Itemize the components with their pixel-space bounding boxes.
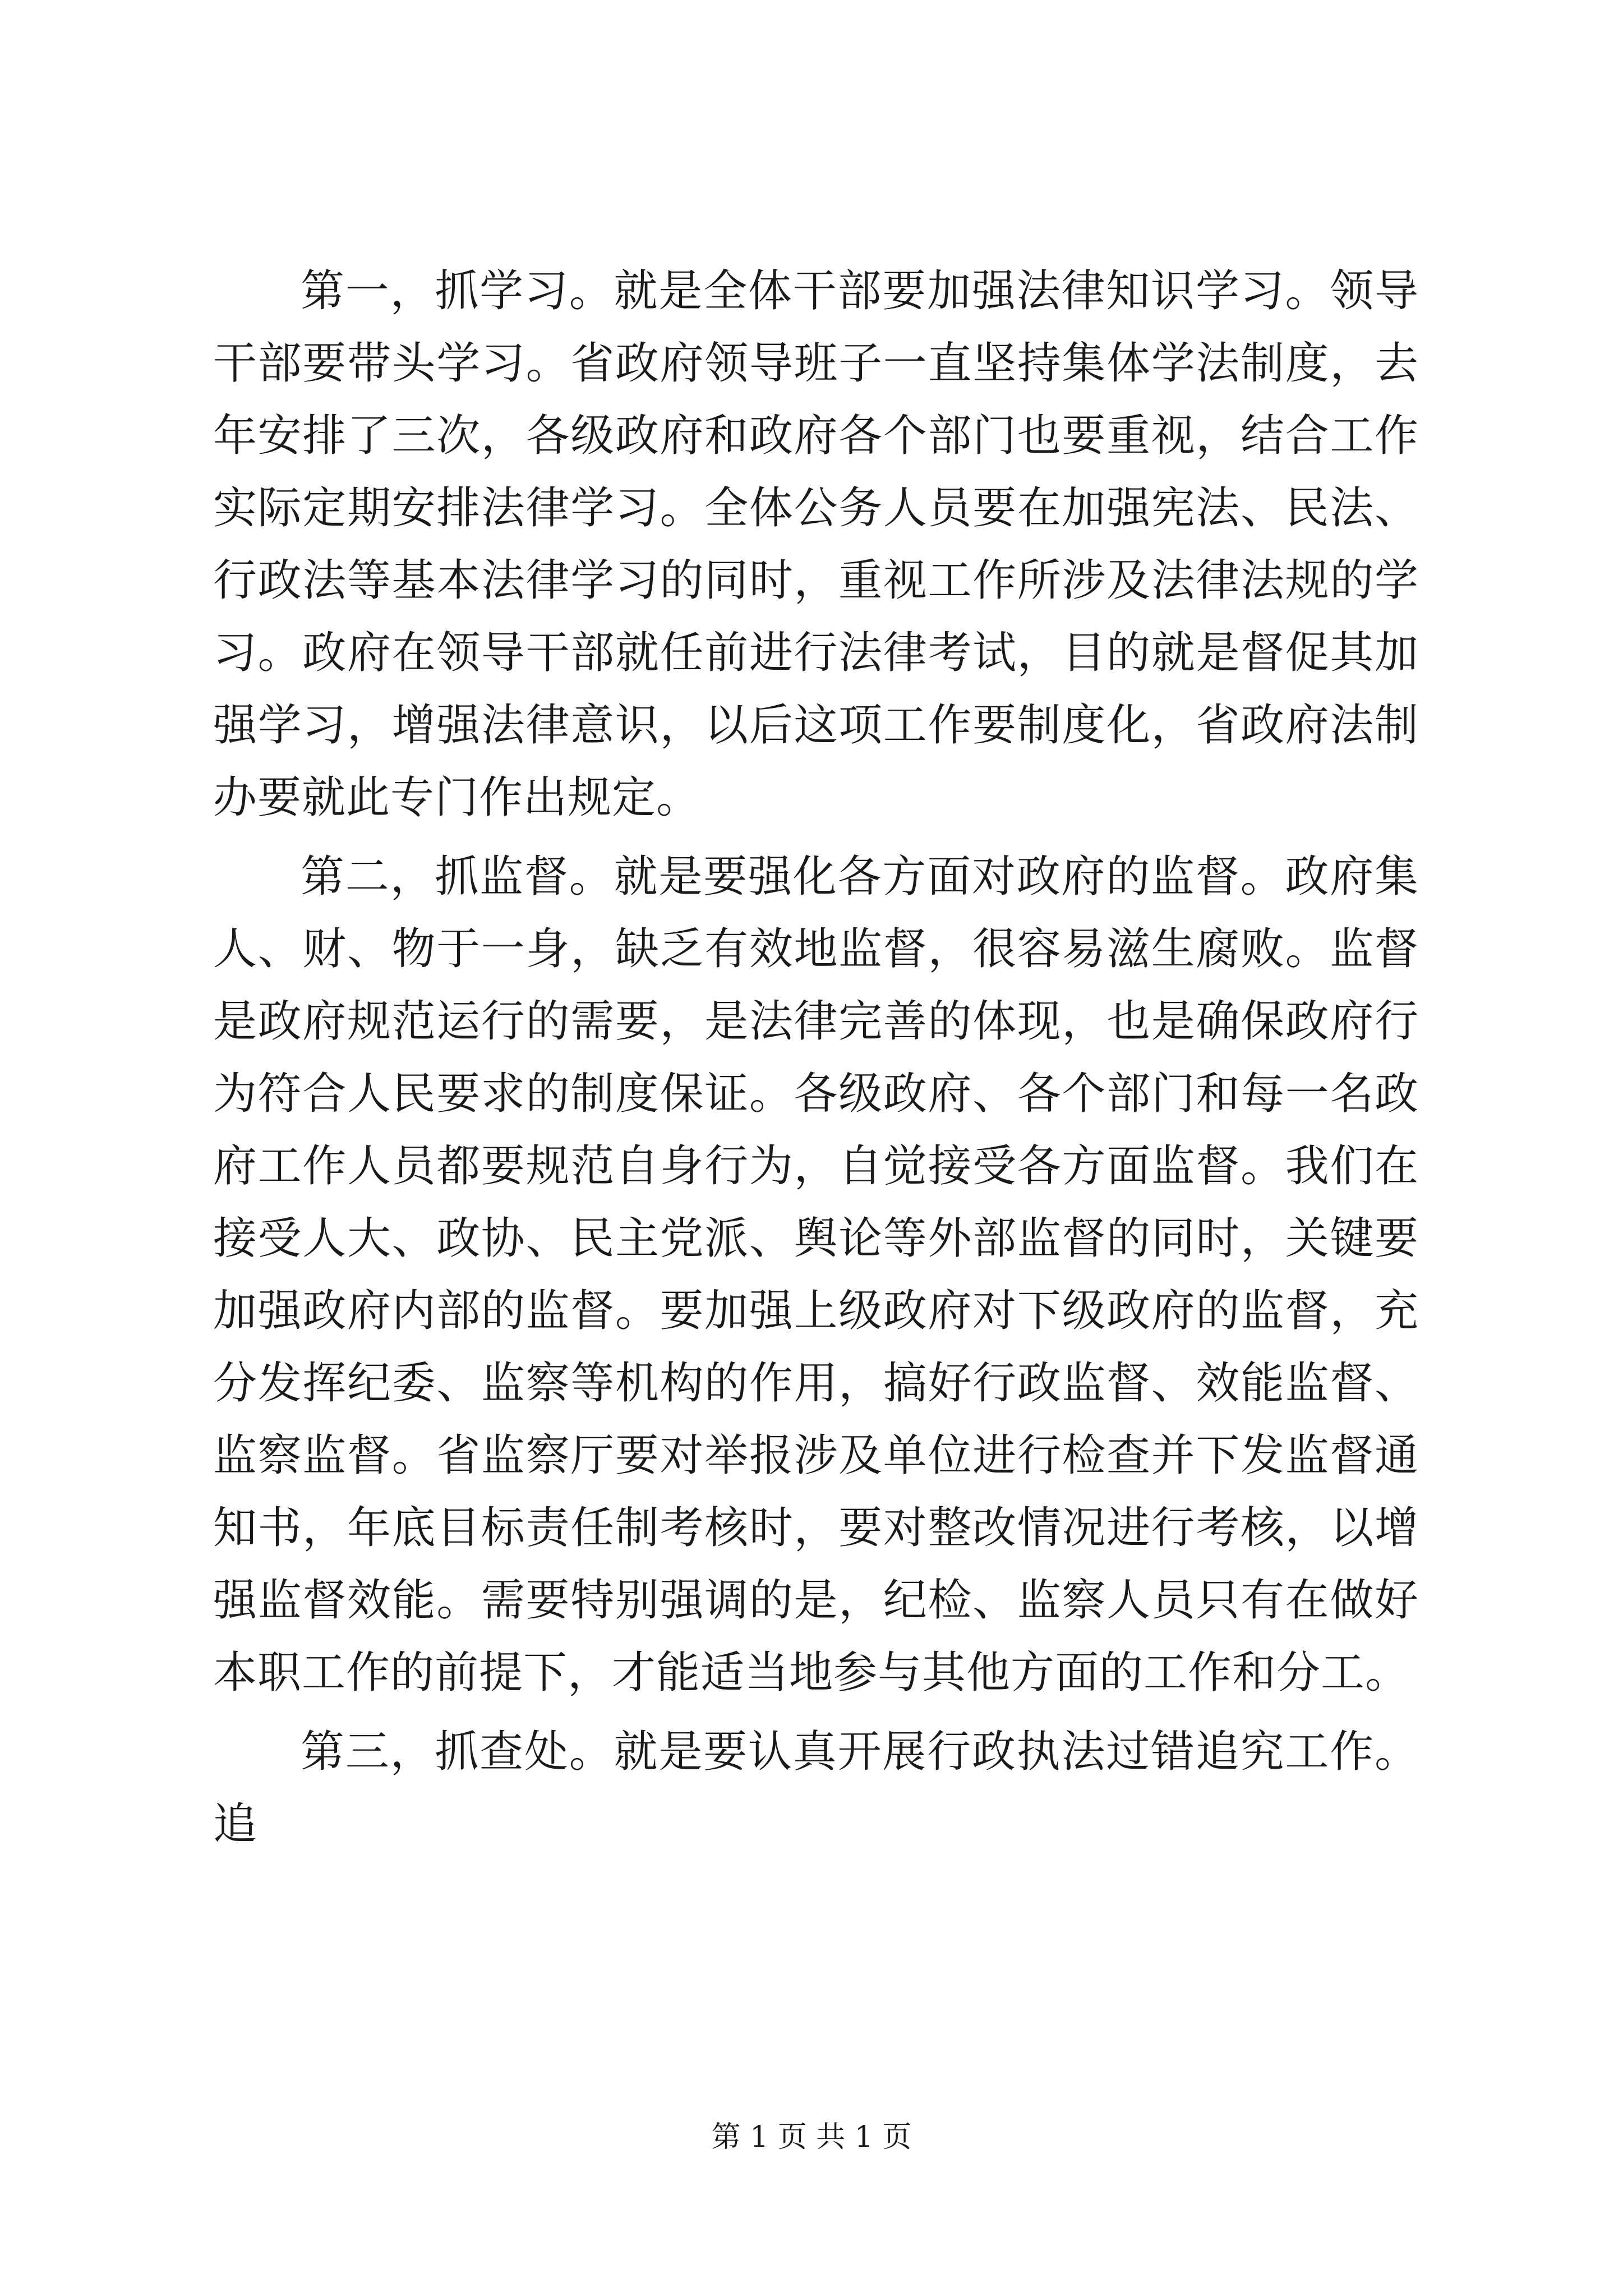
page-footer: 第 1 页 共 1 页: [711, 2120, 912, 2154]
paragraph-study: 第一，抓学习。就是全体干部要加强法律知识学习。领导干部要带头学习。省政府领导班子一直坚持集体学法制度，去年安排了三次，各级政府和政府各个部门也要重视，结合工作实际定期安排法律学习。全体公务人员要在加强宪法、民法、行政法等基本法律学习的同时，重视工作所涉及法律法规的学习。政府在领导干部就任前进行法律考试，目的就是督促其加强学习，增强法律意识，以后这项工作要制度化，省政府法制办要就此专门作出规定。: [213, 266, 1419, 823]
paragraph-supervision: 第二，抓监督。就是要强化各方面对政府的监督。政府集人、财、物于一身，缺乏有效地监督，很容易滋生腐败。监督是政府规范运行的需要，是法律完善的体现，也是确保政府行为符合人民要求的制度保证。各级政府、各个部门和每一名政府工作人员都要规范自身行为，自觉接受各方面监督。我们在接受人大、政协、民主党派、舆论等外部监督的同时，关键要加强政府内部的监督。要加强上级政府对下级政府的监督，充分发挥纪委、监察等机构的作用，搞好行政监督、效能监督、监察监督。省监察厅要对举报涉及单位进行检查并下发监督通知书，年底目标责任制考核时，要对整改情况进行考核，以增强监督效能。需要特别强调的是，纪检、监察人员只有在做好本职工作的前提下，才能适当地参与其他方面的工作和分工。: [213, 852, 1419, 1698]
paragraph-investigation: 第三，抓查处。就是要认真开展行政执法过错追究工作。追: [213, 1727, 1419, 1849]
document-body: [213, 255, 1419, 1867]
